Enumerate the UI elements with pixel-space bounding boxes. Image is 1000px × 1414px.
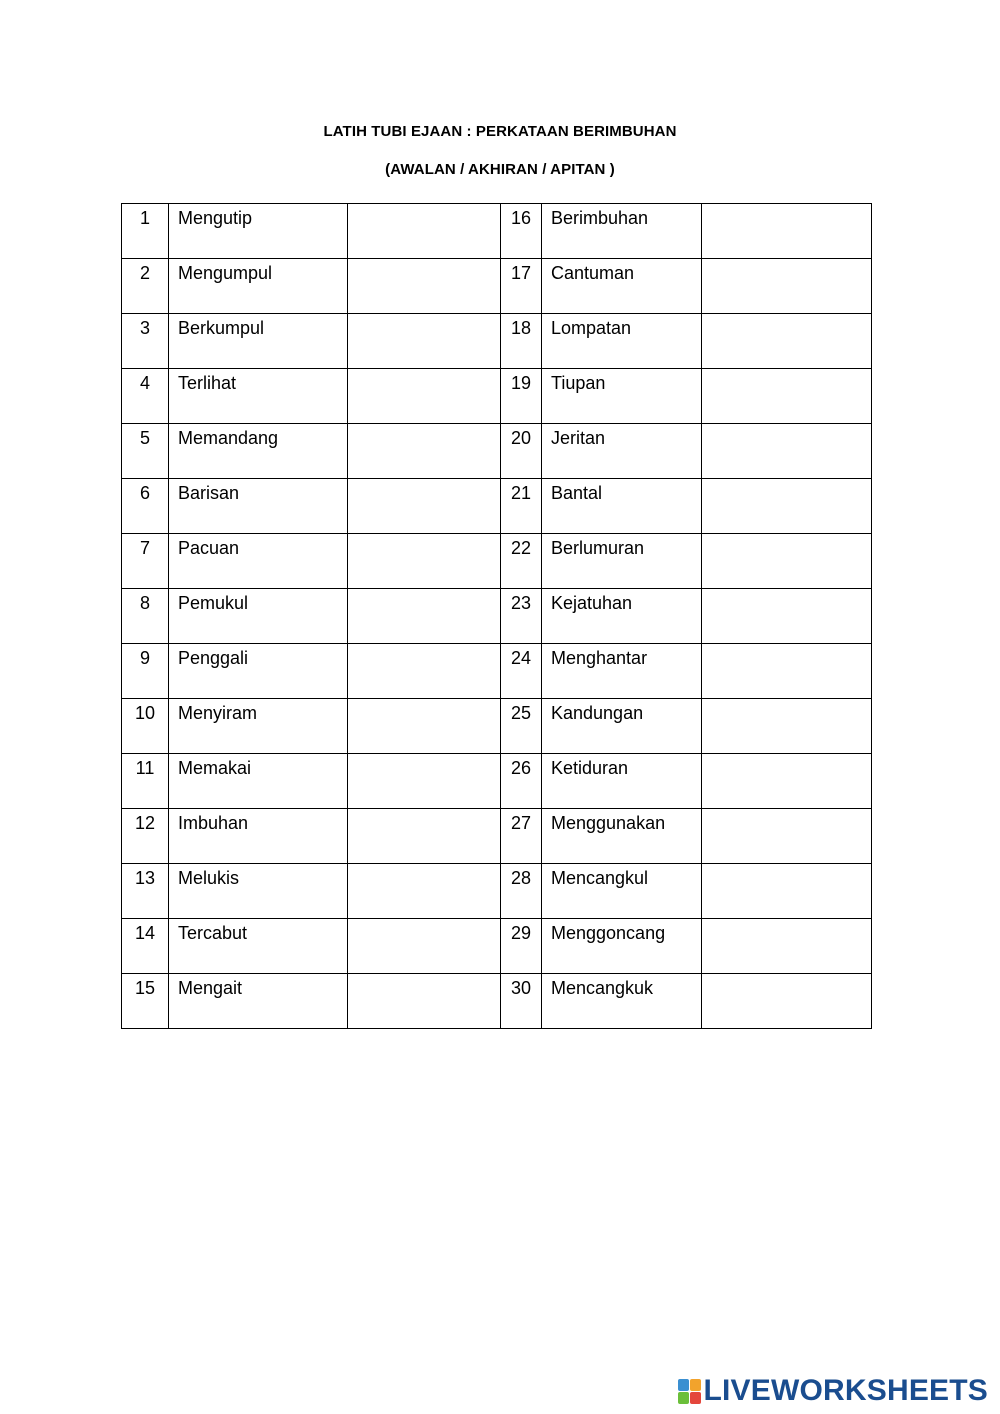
left-item-word: Pemukul xyxy=(169,589,348,644)
left-item-number: 3 xyxy=(122,314,169,369)
left-item-word: Mengumpul xyxy=(169,259,348,314)
right-item-number: 22 xyxy=(501,534,542,589)
table-row xyxy=(122,369,872,424)
left-item-number: 7 xyxy=(122,534,169,589)
left-answer-cell[interactable] xyxy=(348,314,501,369)
left-answer-cell[interactable] xyxy=(348,699,501,754)
left-item-number: 5 xyxy=(122,424,169,479)
right-item-number: 27 xyxy=(501,809,542,864)
left-answer-cell[interactable] xyxy=(348,644,501,699)
right-answer-cell[interactable] xyxy=(702,864,872,919)
left-answer-cell[interactable] xyxy=(348,479,501,534)
logo-square xyxy=(678,1379,689,1391)
right-answer-cell[interactable] xyxy=(702,479,872,534)
left-answer-cell[interactable] xyxy=(348,534,501,589)
brand-wordmark: LIVEWORKSHEETS xyxy=(703,1374,988,1407)
left-answer-cell[interactable] xyxy=(348,974,501,1029)
logo-square xyxy=(678,1392,689,1404)
worksheet-subtitle: (AWALAN / AKHIRAN / APITAN ) xyxy=(385,161,615,178)
left-item-word: Imbuhan xyxy=(169,809,348,864)
left-answer-cell[interactable] xyxy=(348,589,501,644)
left-item-word: Pacuan xyxy=(169,534,348,589)
left-item-number: 10 xyxy=(122,699,169,754)
right-item-number: 23 xyxy=(501,589,542,644)
right-item-word: Kejatuhan xyxy=(542,589,702,644)
logo-square xyxy=(690,1392,701,1404)
right-answer-cell[interactable] xyxy=(702,644,872,699)
left-item-number: 1 xyxy=(122,204,169,259)
right-item-number: 19 xyxy=(501,369,542,424)
logo-square xyxy=(690,1379,701,1391)
left-item-number: 12 xyxy=(122,809,169,864)
right-item-number: 30 xyxy=(501,974,542,1029)
spelling-table xyxy=(121,203,872,1029)
liveworksheets-brand xyxy=(678,1374,989,1408)
right-item-number: 16 xyxy=(501,204,542,259)
right-item-number: 26 xyxy=(501,754,542,809)
right-item-number: 25 xyxy=(501,699,542,754)
right-answer-cell[interactable] xyxy=(702,314,872,369)
left-answer-cell[interactable] xyxy=(348,864,501,919)
right-answer-cell[interactable] xyxy=(702,259,872,314)
right-answer-cell[interactable] xyxy=(702,919,872,974)
right-answer-cell[interactable] xyxy=(702,589,872,644)
left-item-word: Mengait xyxy=(169,974,348,1029)
table-row xyxy=(122,864,872,919)
table-row xyxy=(122,314,872,369)
left-item-number: 15 xyxy=(122,974,169,1029)
left-answer-cell[interactable] xyxy=(348,259,501,314)
right-answer-cell[interactable] xyxy=(702,369,872,424)
right-answer-cell[interactable] xyxy=(702,754,872,809)
right-item-number: 17 xyxy=(501,259,542,314)
left-answer-cell[interactable] xyxy=(348,754,501,809)
left-item-word: Menyiram xyxy=(169,699,348,754)
table-row xyxy=(122,974,872,1029)
right-item-number: 20 xyxy=(501,424,542,479)
left-item-word: Mengutip xyxy=(169,204,348,259)
right-item-word: Tiupan xyxy=(542,369,702,424)
left-item-number: 6 xyxy=(122,479,169,534)
left-item-word: Penggali xyxy=(169,644,348,699)
table-row xyxy=(122,534,872,589)
left-item-word: Barisan xyxy=(169,479,348,534)
table-row xyxy=(122,204,872,259)
right-item-word: Ketiduran xyxy=(542,754,702,809)
left-answer-cell[interactable] xyxy=(348,369,501,424)
right-answer-cell[interactable] xyxy=(702,424,872,479)
right-item-word: Menggunakan xyxy=(542,809,702,864)
right-item-word: Berimbuhan xyxy=(542,204,702,259)
left-item-number: 9 xyxy=(122,644,169,699)
right-answer-cell[interactable] xyxy=(702,699,872,754)
table-row xyxy=(122,754,872,809)
table-row xyxy=(122,919,872,974)
right-answer-cell[interactable] xyxy=(702,974,872,1029)
left-item-word: Melukis xyxy=(169,864,348,919)
right-item-number: 24 xyxy=(501,644,542,699)
left-item-number: 13 xyxy=(122,864,169,919)
right-answer-cell[interactable] xyxy=(702,534,872,589)
left-item-number: 11 xyxy=(122,754,169,809)
table-row xyxy=(122,699,872,754)
table-row xyxy=(122,259,872,314)
left-item-word: Tercabut xyxy=(169,919,348,974)
right-item-word: Lompatan xyxy=(542,314,702,369)
left-item-number: 8 xyxy=(122,589,169,644)
right-item-word: Jeritan xyxy=(542,424,702,479)
left-answer-cell[interactable] xyxy=(348,919,501,974)
liveworksheets-logo-icon xyxy=(678,1379,701,1404)
left-item-word: Berkumpul xyxy=(169,314,348,369)
right-answer-cell[interactable] xyxy=(702,809,872,864)
table-row xyxy=(122,809,872,864)
left-item-number: 2 xyxy=(122,259,169,314)
right-item-word: Cantuman xyxy=(542,259,702,314)
left-item-word: Memandang xyxy=(169,424,348,479)
left-item-number: 14 xyxy=(122,919,169,974)
right-item-word: Menggoncang xyxy=(542,919,702,974)
left-item-word: Memakai xyxy=(169,754,348,809)
table-row xyxy=(122,589,872,644)
spelling-table-body xyxy=(122,204,872,1029)
left-answer-cell[interactable] xyxy=(348,204,501,259)
right-item-word: Mencangkul xyxy=(542,864,702,919)
right-item-word: Bantal xyxy=(542,479,702,534)
right-item-number: 18 xyxy=(501,314,542,369)
table-row xyxy=(122,479,872,534)
right-answer-cell[interactable] xyxy=(702,204,872,259)
right-item-word: Menghantar xyxy=(542,644,702,699)
table-row xyxy=(122,644,872,699)
left-answer-cell[interactable] xyxy=(348,424,501,479)
right-item-word: Kandungan xyxy=(542,699,702,754)
right-item-number: 21 xyxy=(501,479,542,534)
worksheet-title: LATIH TUBI EJAAN : PERKATAAN BERIMBUHAN xyxy=(323,123,677,140)
right-item-number: 29 xyxy=(501,919,542,974)
right-item-word: Berlumuran xyxy=(542,534,702,589)
table-row xyxy=(122,424,872,479)
left-answer-cell[interactable] xyxy=(348,809,501,864)
left-item-number: 4 xyxy=(122,369,169,424)
left-item-word: Terlihat xyxy=(169,369,348,424)
right-item-number: 28 xyxy=(501,864,542,919)
right-item-word: Mencangkuk xyxy=(542,974,702,1029)
